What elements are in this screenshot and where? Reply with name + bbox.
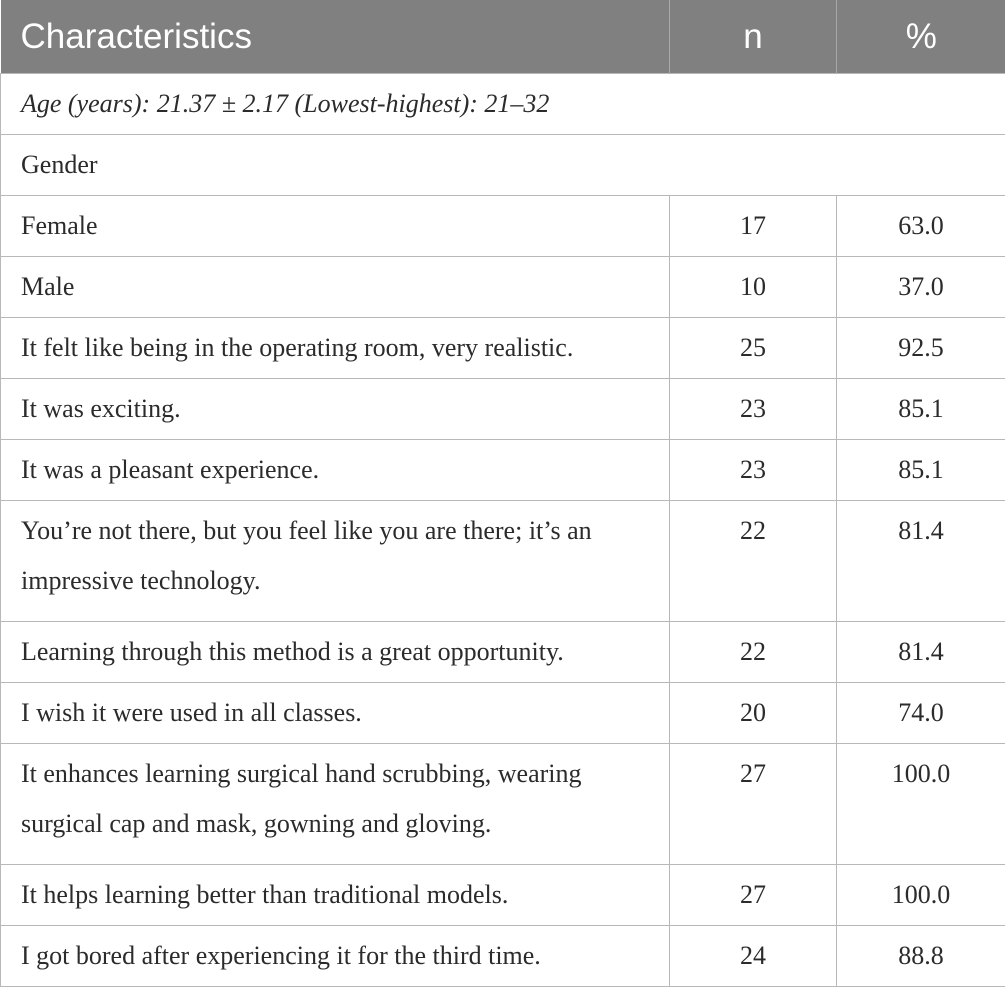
header-n: n	[670, 0, 837, 74]
row-label: It felt like being in the operating room, very realistic.	[1, 318, 670, 379]
row-n: 27	[670, 865, 837, 926]
row-label: It was a pleasant experience.	[1, 440, 670, 501]
row-percent: 63.0	[837, 196, 1005, 257]
table-row	[1, 440, 1005, 501]
header-characteristics: Characteristics	[1, 0, 670, 74]
header-row	[1, 0, 1005, 74]
table-row	[1, 744, 1005, 865]
row-percent: 100.0	[837, 744, 1005, 865]
row-n: 20	[670, 683, 837, 744]
row-percent: 85.1	[837, 440, 1005, 501]
row-n: 10	[670, 257, 837, 318]
row-percent: 74.0	[837, 683, 1005, 744]
row-n: 24	[670, 926, 837, 987]
row-label: Male	[1, 257, 670, 318]
row-label: Female	[1, 196, 670, 257]
age-summary: Age (years): 21.37 ± 2.17 (Lowest-highest): 21–32	[1, 74, 1005, 135]
table-row	[1, 926, 1005, 987]
gender-row	[1, 135, 1005, 196]
table-row	[1, 196, 1005, 257]
row-label: It helps learning better than traditional models.	[1, 865, 670, 926]
row-n: 22	[670, 622, 837, 683]
table-row	[1, 257, 1005, 318]
row-label: I wish it were used in all classes.	[1, 683, 670, 744]
row-n: 25	[670, 318, 837, 379]
row-percent: 81.4	[837, 501, 1005, 622]
row-n: 23	[670, 379, 837, 440]
row-percent: 81.4	[837, 622, 1005, 683]
table-row	[1, 501, 1005, 622]
row-n: 22	[670, 501, 837, 622]
row-n: 27	[670, 744, 837, 865]
table-row	[1, 683, 1005, 744]
row-percent: 85.1	[837, 379, 1005, 440]
row-label: You’re not there, but you feel like you are there; it’s an impressive technology.	[1, 501, 670, 622]
row-label: Learning through this method is a great opportunity.	[1, 622, 670, 683]
row-n: 17	[670, 196, 837, 257]
table-row	[1, 318, 1005, 379]
age-row	[1, 74, 1005, 135]
row-percent: 92.5	[837, 318, 1005, 379]
table-row	[1, 865, 1005, 926]
row-percent: 88.8	[837, 926, 1005, 987]
row-label: It was exciting.	[1, 379, 670, 440]
row-n: 23	[670, 440, 837, 501]
row-label: It enhances learning surgical hand scrubbing, wearing surgical cap and mask, gowning and gloving.	[1, 744, 670, 865]
table-row	[1, 622, 1005, 683]
gender-heading: Gender	[1, 135, 1005, 196]
table-row	[1, 379, 1005, 440]
row-percent: 37.0	[837, 257, 1005, 318]
row-label: I got bored after experiencing it for the third time.	[1, 926, 670, 987]
row-percent: 100.0	[837, 865, 1005, 926]
header-percent: %	[837, 0, 1005, 74]
